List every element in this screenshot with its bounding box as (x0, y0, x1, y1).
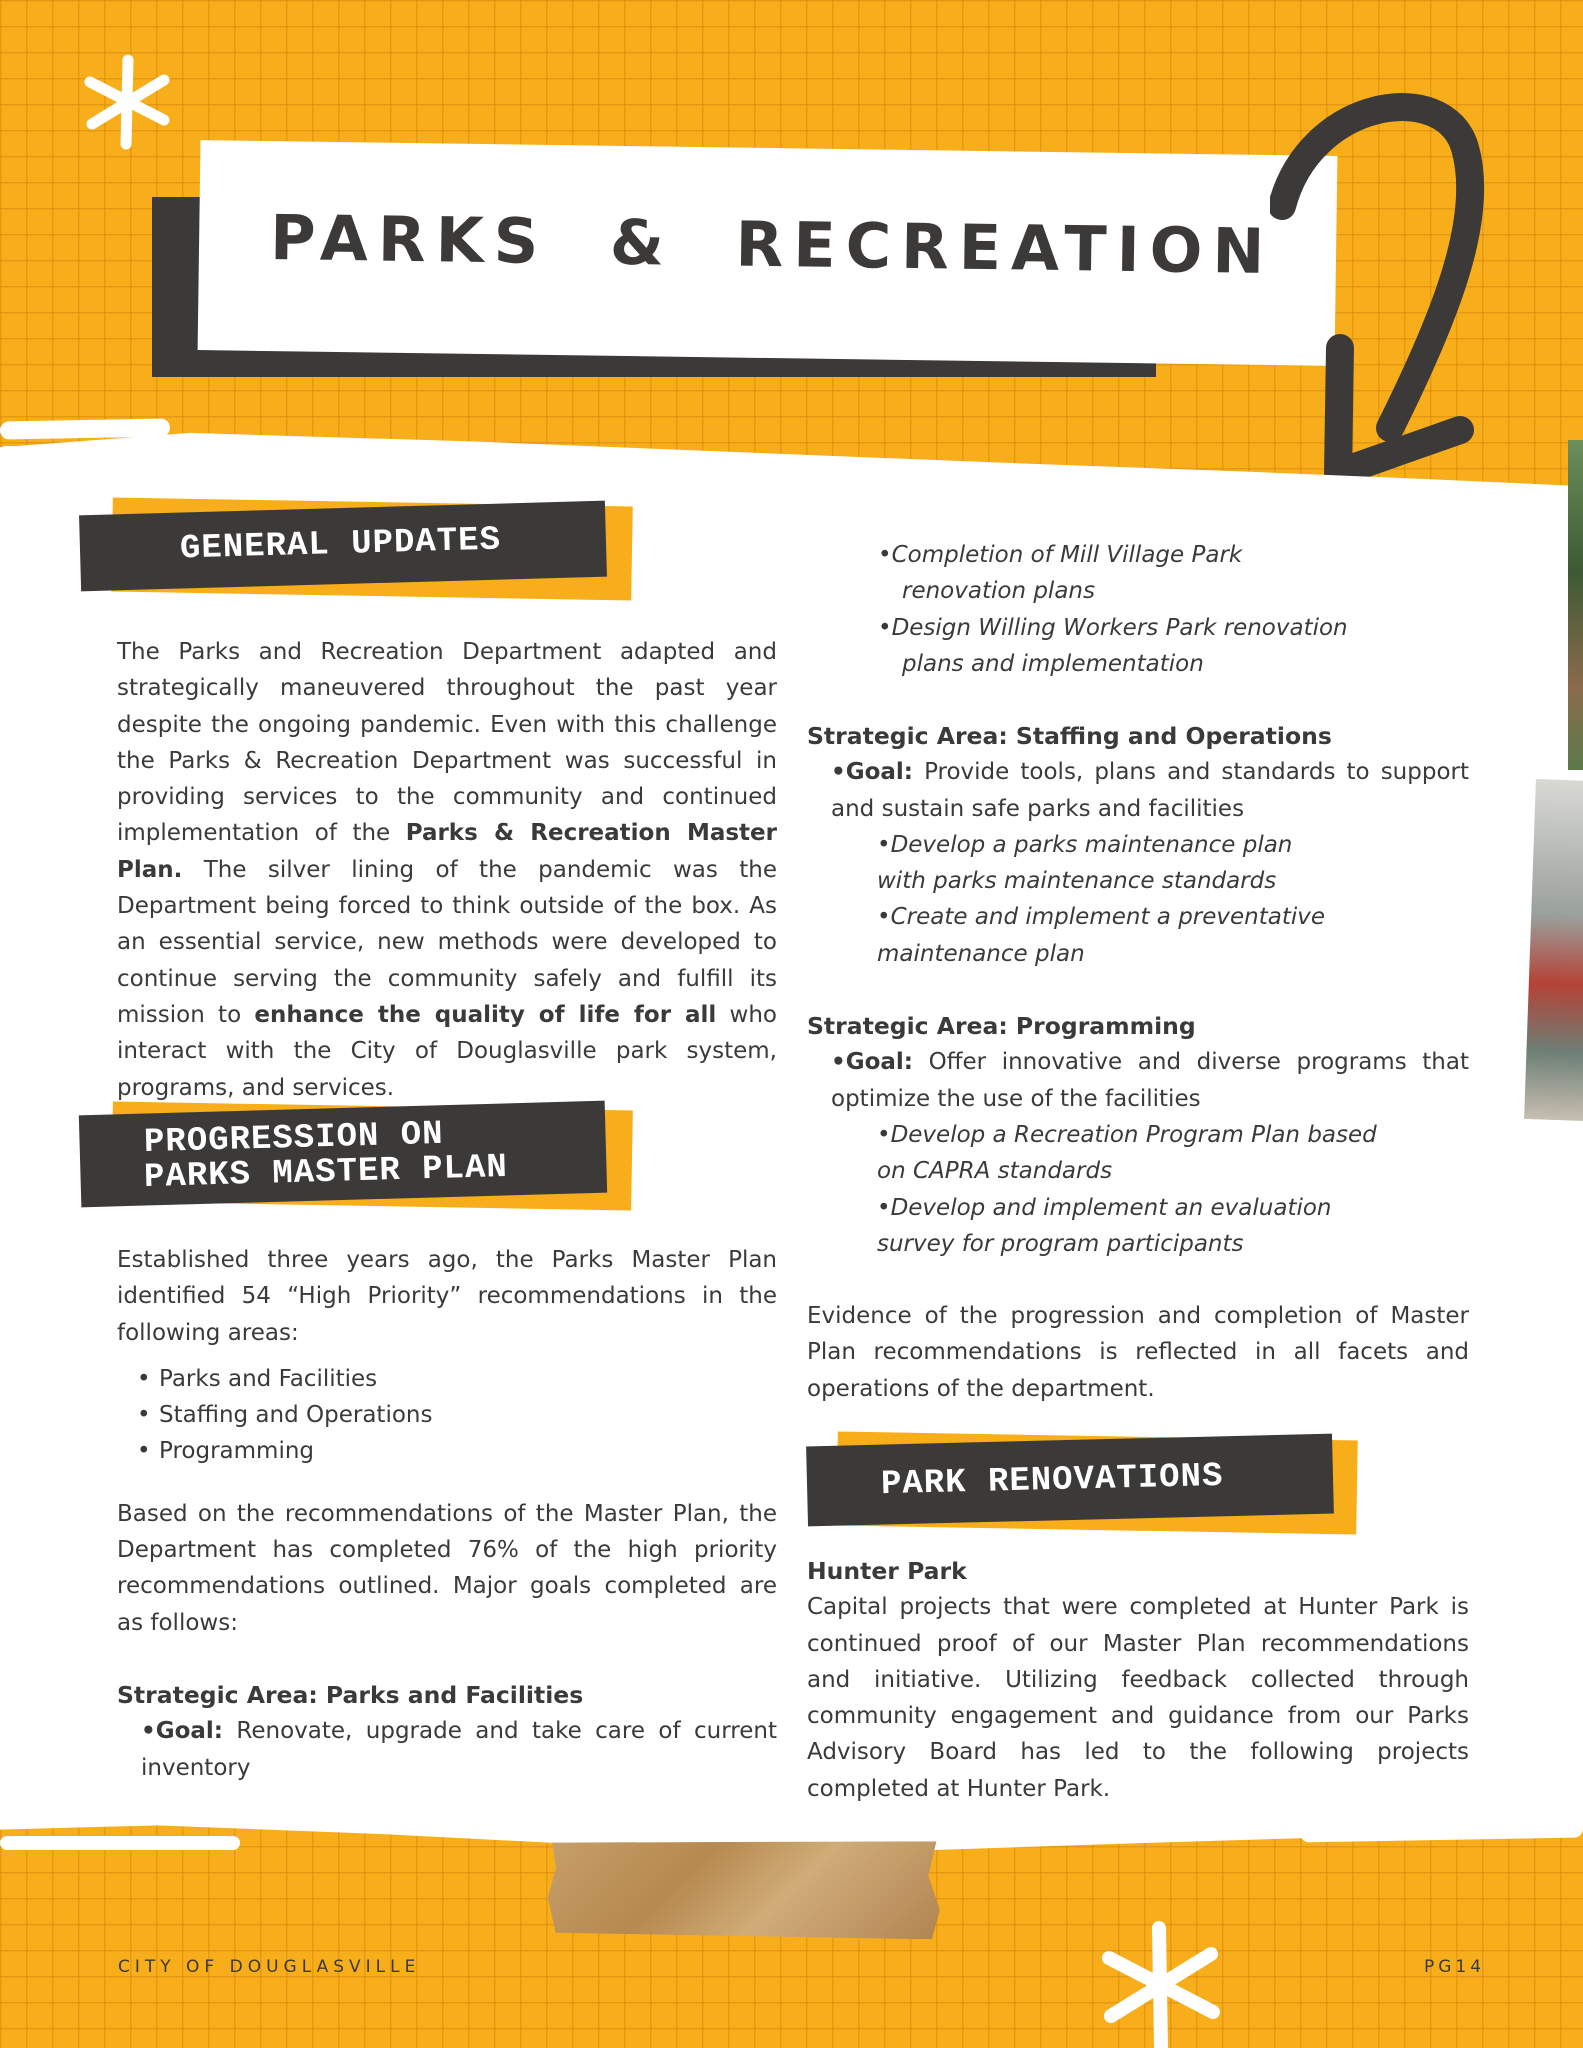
text-run: The Parks and Recreation Department adapted and strategically maneuvered throughout the past year despite the ongoing pandemic. Even with this challenge the Parks & Recreation Department was successful in providing services to the community and continued implementation of the (117, 639, 777, 847)
strategic-area-goal (831, 754, 1469, 827)
page-title: PARKS & RECREATION (269, 200, 1275, 288)
hunter-park-section (807, 1553, 1469, 1807)
progression-heading-line2: PARKS MASTER PLAN (143, 1148, 509, 1198)
strategic-area-goal (141, 1713, 777, 1786)
goal-item: •Develop and implement an evaluation survey for program participants (877, 1194, 1332, 1257)
completion-paragraph: Based on the recommendations of the Master Plan, the Department has completed 76% of the high priority recommendations outlined. Major goals completed are as follows: (117, 1500, 777, 1636)
brush-stroke (1300, 1820, 1583, 1843)
spacer (117, 1641, 777, 1677)
parks-facilities-items (878, 537, 1348, 682)
areas-list (137, 1361, 777, 1470)
general-updates-heading: GENERAL UPDATES (179, 521, 502, 569)
masking-tape (548, 1839, 941, 1940)
goal-item: •Create and implement a preventative maintenance plan (877, 904, 1326, 967)
strategic-area-title: Strategic Area: Staffing and Operations (807, 722, 1332, 750)
brush-stroke (0, 1836, 240, 1850)
strategic-area-goal (831, 1044, 1469, 1117)
goal-label: •Goal: (141, 1718, 223, 1745)
list-item: • Parks and Facilities (137, 1361, 777, 1397)
progression-intro: Established three years ago, the Parks Master Plan identified 54 “High Priority” recommendations in the following areas: (117, 1247, 777, 1346)
park-renovations-banner (805, 1422, 1365, 1546)
goal-item: •Design Willing Workers Park renovation plans and implementation (878, 614, 1348, 677)
goal-item: •Develop a parks maintenance plan with parks maintenance standards (877, 831, 1293, 895)
asterisk-star-icon (78, 52, 178, 152)
text-run: who interact with the City of Douglasville park system, programs, and services. (117, 1001, 777, 1101)
list-item: • Programming (137, 1433, 777, 1469)
progression-section (117, 1242, 777, 1786)
evidence-paragraph: Evidence of the progression and completion of Master Plan recommendations is reflected in all facets and operations of the department. (807, 1303, 1469, 1402)
strategic-area-title: Strategic Area: Parks and Facilities (117, 1680, 584, 1709)
spacer (807, 972, 1469, 1008)
goal-items (877, 1117, 1377, 1262)
strategic-area-title: Strategic Area: Programming (807, 1012, 1196, 1041)
goal-label: •Goal: (831, 1049, 913, 1076)
goal-items (877, 827, 1337, 972)
general-updates-banner (80, 490, 640, 610)
text-run: The silver lining of the pandemic was the Department being forced to think outside of the box. As an essential service, new methods were developed to continue serving the community safely and fulfill its mission to (117, 856, 777, 1028)
brush-stroke (0, 419, 170, 440)
right-column-text (807, 718, 1469, 1407)
progression-banner (80, 1094, 640, 1224)
mission-emphasis: enhance the quality of life for all (254, 1001, 717, 1028)
hunter-park-paragraph: Capital projects that were completed at Hunter Park is continued proof of our Master Plan recommendations and initiative. Utilizing feedback collected through community engagement and guidance from our Parks Advisory Board has led to the following projects completed at Hunter Park. (807, 1594, 1469, 1802)
goal-text: Provide tools, plans and standards to support and sustain safe parks and facilities (831, 759, 1469, 822)
footer-page-number: PG14 (1424, 1957, 1486, 1977)
goal-text: Offer innovative and diverse programs that optimize the use of the facilities (831, 1049, 1469, 1112)
list-item: • Staffing and Operations (137, 1397, 777, 1433)
park-renovations-heading: PARK RENOVATIONS (880, 1457, 1224, 1505)
hunter-park-title: Hunter Park (807, 1557, 967, 1585)
goal-item: •Develop a Recreation Program Plan based on CAPRA standards (877, 1121, 1377, 1185)
master-plan-emphasis: Parks & Recreation Master Plan. (117, 820, 777, 883)
spacer (807, 1262, 1469, 1298)
footer-city-name: CITY OF DOUGLASVILLE (118, 1957, 421, 1977)
goal-label: •Goal: (831, 759, 913, 786)
goal-text: Renovate, upgrade and take care of current inventory (141, 1718, 777, 1781)
park-photo-edge (1568, 440, 1583, 770)
goal-item: •Completion of Mill Village Park renovation plans (878, 542, 1243, 605)
curved-arrow-icon (1270, 88, 1510, 498)
progression-heading-line1: PROGRESSION ON (143, 1115, 445, 1163)
asterisk-star-icon (1095, 1918, 1225, 2048)
brush-stroke (0, 446, 60, 456)
general-updates-paragraph (117, 634, 777, 1106)
